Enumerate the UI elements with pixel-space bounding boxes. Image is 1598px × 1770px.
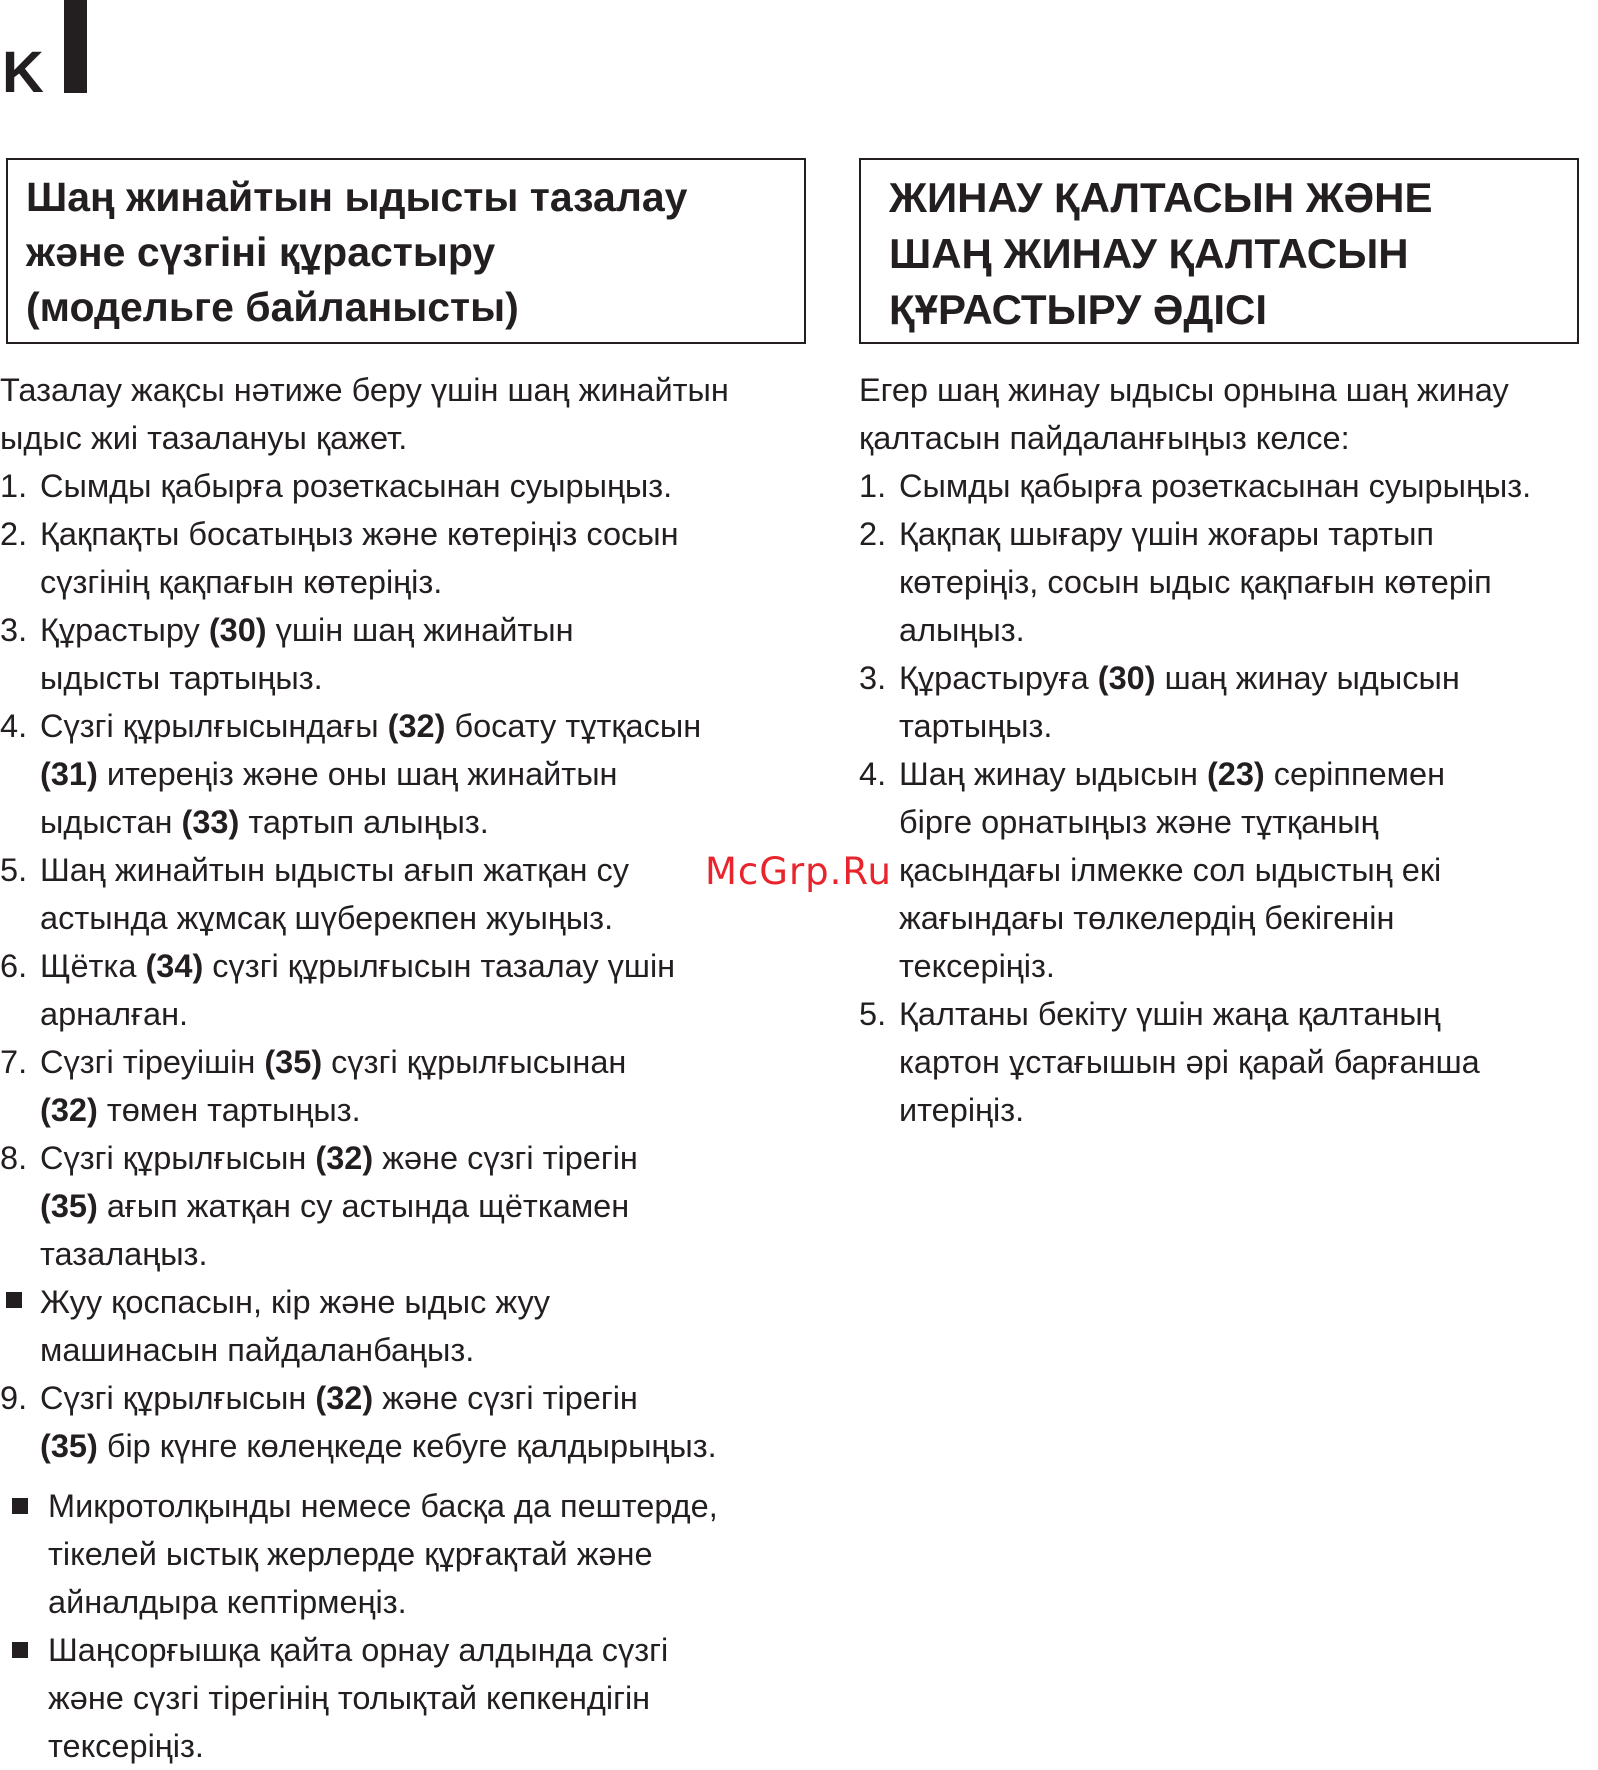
step-text-part: Сымды қабырға розеткасынан суырыңыз. xyxy=(899,468,1532,504)
step-text-part: сүзгі құрылғысын тазалау үшін арналған. xyxy=(40,948,676,1032)
left-section-title: Шаң жинайтын ыдысты тазалау және сүзгіні құрастыру (модельге байланысты) xyxy=(26,174,688,330)
step-text-part: Сүзгі тіреуішін xyxy=(40,1044,265,1080)
right-body xyxy=(859,366,1598,1134)
step-item xyxy=(0,846,812,942)
step-item xyxy=(0,462,812,510)
step-item xyxy=(0,702,812,846)
step-text xyxy=(40,1380,717,1464)
step-number: 5. xyxy=(0,852,28,888)
step-text xyxy=(40,948,675,1032)
left-steps-list xyxy=(0,462,812,1278)
step-item xyxy=(0,606,812,702)
square-bullet-icon xyxy=(6,1292,22,1308)
step-text xyxy=(40,708,701,840)
step-text-part: сүзгі құрылғысынан xyxy=(331,1044,627,1080)
step-item xyxy=(0,510,812,606)
left-step9-list xyxy=(0,1374,812,1470)
step-text-part: Сүзгі құрылғысын xyxy=(40,1140,316,1176)
part-reference-number: (33) xyxy=(181,804,240,840)
step-item xyxy=(859,462,1598,510)
step-number: 1. xyxy=(0,468,28,504)
step-text xyxy=(40,1044,626,1128)
step-number: 6. xyxy=(0,948,28,984)
step-text-part: ағып жатқан су астында щёткамен тазалаңыз. xyxy=(40,1188,630,1272)
left-end-notes xyxy=(0,1482,812,1770)
note-item xyxy=(0,1278,812,1374)
step-number: 1. xyxy=(859,468,887,504)
step-number: 3. xyxy=(0,612,28,648)
part-reference-number: (32) xyxy=(315,1380,374,1416)
step-item xyxy=(0,942,812,1038)
square-bullet-icon xyxy=(12,1498,28,1514)
step-text-part: Шаң жинайтын ыдысты ағып жатқан су астында жұмсақ шүберекпен жуыңыз. xyxy=(40,852,630,936)
step-number: 9. xyxy=(0,1380,28,1416)
step-number: 2. xyxy=(859,516,887,552)
step-text-part: Шаң жинау ыдысын xyxy=(899,756,1207,792)
step-item xyxy=(859,654,1598,750)
step-text-part: серіппемен бірге орнатыңыз және тұтқаның қасындағы ілмекке сол ыдыстың екі жағындағы төлкелердің бекігенін тексеріңіз. xyxy=(899,756,1446,984)
step-text-part: Құрастыруға xyxy=(899,660,1098,696)
left-body xyxy=(0,366,812,1770)
part-reference-number: (34) xyxy=(145,948,204,984)
step-number: 5. xyxy=(859,996,887,1032)
right-title-box xyxy=(859,158,1579,344)
step-text-part: және сүзгі тірегін xyxy=(382,1380,638,1416)
step-text-part: Щётка xyxy=(40,948,146,984)
note-text: Шаңсорғышқа қайта орнау алдында сүзгі және сүзгі тірегінің толықтай кепкендігін тексеріңіз. xyxy=(48,1632,669,1764)
step-number: 7. xyxy=(0,1044,28,1080)
note-text: Жуу қоспасын, кір және ыдыс жуу машинасын пайдаланбаңыз. xyxy=(40,1284,550,1368)
part-reference-number: (32) xyxy=(387,708,446,744)
right-column xyxy=(859,158,1598,1134)
step-text xyxy=(40,1140,638,1272)
right-section-title: ЖИНАУ ҚАЛТАСЫН ЖӘНЕ ШАҢ ЖИНАУ ҚАЛТАСЫН ҚҰРАСТЫРУ ӘДІСІ xyxy=(889,174,1433,333)
step-item xyxy=(859,990,1598,1134)
step-text xyxy=(40,516,679,600)
step-text-part: Қақпақты босатыңыз және көтеріңіз сосын сүзгінің қақпағын көтеріңіз. xyxy=(40,516,679,600)
step-text-part: және сүзгі тірегін xyxy=(382,1140,638,1176)
note-text: Микротолқынды немесе басқа да пештерде, тікелей ыстық жерлерде құрғақтай және айналдыра кептірмеңіз. xyxy=(48,1488,718,1620)
note-item xyxy=(0,1482,812,1626)
step-text xyxy=(40,612,574,696)
part-reference-number: (31) xyxy=(40,756,98,792)
note-item xyxy=(0,1626,812,1770)
step-text xyxy=(899,996,1480,1128)
step-item xyxy=(0,1038,812,1134)
right-steps-list xyxy=(859,462,1598,1134)
step-item xyxy=(0,1374,812,1470)
step-text xyxy=(899,660,1460,744)
right-intro: Егер шаң жинау ыдысы орнына шаң жинау қалтасын пайдаланғыңыз келсе: xyxy=(859,372,1509,456)
step-text-part: Сымды қабырға розеткасынан суырыңыз. xyxy=(40,468,673,504)
step-text-part: итереңіз және оны шаң жинайтын ыдыстан xyxy=(40,756,618,840)
language-tab-bar xyxy=(64,0,87,93)
step-text-part: Қақпақ шығару үшін жоғары тартып көтеріңіз, сосын ыдыс қақпағын көтеріп алыңыз. xyxy=(899,516,1492,648)
step-text-part: Құрастыру xyxy=(40,612,209,648)
part-reference-number: (32) xyxy=(40,1092,98,1128)
left-title-box xyxy=(6,158,806,344)
square-bullet-icon xyxy=(12,1642,28,1658)
part-reference-number: (35) xyxy=(264,1044,323,1080)
step-text xyxy=(899,516,1492,648)
step-text-part: бір күнге көлеңкеде кебуге қалдырыңыз. xyxy=(97,1428,717,1464)
step-number: 4. xyxy=(0,708,28,744)
step-text-part: тартып алыңыз. xyxy=(239,804,489,840)
part-reference-number: (30) xyxy=(1097,660,1156,696)
part-reference-number: (23) xyxy=(1206,756,1265,792)
step-item xyxy=(0,1134,812,1278)
step-text xyxy=(40,852,629,936)
step-number: 3. xyxy=(859,660,887,696)
step-number: 8. xyxy=(0,1140,28,1176)
step-text-part: босату тұтқасын xyxy=(454,708,702,744)
step-text-part: төмен тартыңыз. xyxy=(97,1092,361,1128)
part-reference-number: (35) xyxy=(40,1188,98,1224)
part-reference-number: (30) xyxy=(208,612,267,648)
step-item xyxy=(859,510,1598,654)
step-text-part: шаң жинау ыдысын тартыңыз. xyxy=(899,660,1460,744)
watermark: McGrp.Ru xyxy=(705,850,892,893)
step-text-part: Сүзгі құрылғысын xyxy=(40,1380,316,1416)
part-reference-number: (35) xyxy=(40,1428,98,1464)
step-number: 4. xyxy=(859,756,887,792)
step-text-part: үшін шаң жинайтын ыдысты тартыңыз. xyxy=(40,612,574,696)
part-reference-number: (32) xyxy=(315,1140,374,1176)
step-number: 2. xyxy=(0,516,28,552)
step-text-part: Сүзгі құрылғысындағы xyxy=(40,708,388,744)
left-intro: Тазалау жақсы нәтиже беру үшін шаң жинайтын ыдыс жиі тазалануы қажет. xyxy=(0,372,729,456)
language-letter: K xyxy=(2,40,44,105)
step-text xyxy=(899,756,1445,984)
left-column xyxy=(0,158,812,1770)
step-item xyxy=(859,750,1598,990)
step-text xyxy=(899,468,1531,504)
step-text-part: Қалтаны бекіту үшін жаңа қалтаның картон ұстағышын әрі қарай барғанша итеріңіз. xyxy=(899,996,1480,1128)
step-text xyxy=(40,468,672,504)
